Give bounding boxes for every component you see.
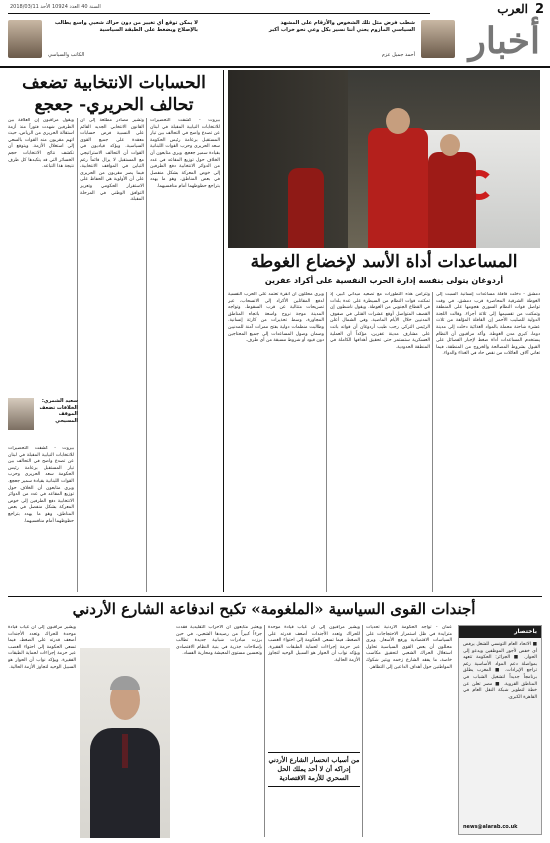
- bottom-article-column-2: ويشير مراقبون إلى أن غياب قيادة موحدة للحراك وتعدد الأجندات أضعف قدرته على الضغط، فيما تسعى الحكومة إلى احتواء الغضب عبر حزمة إجراءات لحماية الطبقات الفقيرة. ويؤكد نواب أن الحوار هو السبيل الوحيد لتجاوز الأزمة الحالية.: [268, 625, 360, 663]
- writer-left: [8, 20, 198, 64]
- writer-right-name: أحمد جميل عزم: [381, 52, 415, 58]
- column-rule: [326, 292, 327, 592]
- bottom-article-headline: أجندات القوى السياسية «الملغومة» تكبح اندفاعة الشارع الأردني: [72, 600, 476, 618]
- writer-right-photo: [421, 20, 455, 58]
- left-article-headline: الحسابات الانتخابية تضعف تحالف الحريري- جعجع: [22, 73, 206, 115]
- left-article-column-3b: بيروت - كشفت التحضيرات للانتخابات النيابية المقبلة في لبنان عن تصدع واضح في التحالف بين تيار المستقبل بزعامة رئيس الحكومة سعد الحريري وحزب القوات اللبنانية بقيادة سمير جعجع. ويرى متابعون أن الخلاف حول توزيع المقاعد في عدد من الدوائر الانتخابية دفع الطرفين إلى خوض المعركة بشكل منفصل في بعض المناطق، وهو ما يهدد بتراجع حظوظهما أمام منافسيهما.: [8, 446, 74, 524]
- column-rule: [146, 118, 147, 592]
- writer-left-photo: [8, 20, 42, 58]
- writer-left-name: الكاتب والسياسي: [48, 52, 85, 58]
- page-number: 2: [534, 2, 544, 17]
- column-rule: [432, 292, 433, 592]
- aid-worker-head: [440, 134, 460, 156]
- insert-caption: سعيد الشمري: الخلافات تضعف الموقف المسيحي: [39, 398, 78, 424]
- lead-headline: المساعدات أداة الأسد لإخضاع الغوطة: [250, 252, 518, 272]
- writer-left-quote: لا يمكن توقع أي تغيير من دون حراك شعبي واسع يطالب بالإصلاح ويضغط على الطبقة السياسية: [54, 20, 198, 33]
- issue-line: السنة 40 العدد 10924 الأحد 2018/03/11: [10, 4, 101, 10]
- top-rule: [8, 13, 430, 14]
- hair: [110, 676, 140, 690]
- column-rule: [362, 625, 363, 837]
- insert-photo: [8, 398, 34, 430]
- bottom-article-column-3: ويعتبر متابعون أن الأحزاب التقليدية فقدت جزءاً كبيراً من رصيدها الشعبي، في حين برزت مبادرات شبابية جديدة تطالب بإصلاحات جذرية في بنية النظام الاقتصادي وتحسين مستوى المعيشة ومحاربة الفساد.: [176, 625, 262, 657]
- section-rule: [223, 70, 224, 592]
- bottom-article-column-1: عمان - تواجه الحكومة الأردنية تحديات متزايدة في ظل استمرار الاحتجاجات على السياسات الاقتصادية ورفع الأسعار. ويرى محللون أن بعض القوى السياسية تحاول استغلال الحراك الشعبي لتحقيق مكاسب خاصة، ما يفقد الشارع زخمه ويثير شكوك المواطنين حول أهداف الداعين إلى التظاهر.: [366, 625, 452, 670]
- lead-subhead: أردوغان يتولى بنفسه إدارة الحرب النفسية على أكراد عفرين: [264, 276, 504, 285]
- brief-box-items: ■ الاتحاد العام التونسي للشغل يرفض أي خفض لأجور الموظفين ويدعو إلى الحوار. ■ الجزائر: الحكومة تتعهد بمواصلة دعم المواد الأساسية رغم تراجع الإيرادات. ■ المغرب يطلق برنامجاً جديداً لتشغيل الشباب في المناطق القروية. ■ مصر تعلن عن خطة لتطوير شبكة النقل العام في القاهرة الكبرى.: [463, 642, 537, 700]
- aid-worker: [288, 168, 324, 248]
- contact-email[interactable]: news@alarab.co.uk: [463, 824, 518, 830]
- left-article-column-1: بيروت - كشفت التحضيرات للانتخابات النيابية المقبلة في لبنان عن تصدع واضح في التحالف بين تيار المستقبل بزعامة رئيس الحكومة سعد الحريري وحزب القوات اللبنانية بقيادة سمير جعجع. ويرى متابعون أن الخلاف حول توزيع المقاعد في عدد من الدوائر الانتخابية دفع الطرفين إلى خوض المعركة بشكل منفصل في بعض المناطق، وهو ما يهدد بتراجع حظوظهما أمام منافسيهما.: [150, 118, 220, 189]
- brief-box: [458, 625, 542, 835]
- aid-worker: [368, 128, 428, 248]
- brief-box-label: باختصار: [459, 626, 541, 638]
- column-rule: [77, 118, 78, 592]
- lead-column-2: وتتزامن هذه التطورات مع تصعيد ميداني كبير، إذ تمكنت قوات النظام من السيطرة على عدة بلدات في القطاع الجنوبي من الغوطة. ويقول ناشطون إن القصف المتواصل أوقع عشرات القتلى في صفوف المدنيين خلال الأيام الماضية. وفي الشمال أعلن الرئيس التركي رجب طيب أردوغان أن قواته باتت على مشارف مدينة عفرين، مؤكداً أن العملية العسكرية ستستمر حتى تحقيق أهدافها الكاملة في المنطقة الحدودية.: [330, 292, 430, 350]
- aid-worker-head: [386, 108, 410, 134]
- writer-right-quote: شطب فرض مثل تلك الشخوص والأرقام على المشهد السياسي المأزوم يعني أننا نسير بكل وعي نحو خراب أكبر: [268, 20, 415, 33]
- left-article-insert: [8, 398, 78, 440]
- pull-quote: من أسباب انحسار الشارع الأردني إدراكه أن لا أحد يملك الحل السحري للأزمة الاقتصادية: [268, 752, 360, 787]
- section-rule: [8, 596, 542, 597]
- aid-worker: [428, 152, 476, 248]
- masthead: [0, 0, 550, 68]
- left-article-column-2: وتشير مصادر مطلعة إلى أن القانون الانتخابي الجديد القائم على النسبية فرض حسابات معقدة على جميع القوى السياسية. ويؤكد قياديون في القوات أن التحالف الاستراتيجي مع المستقبل لا يزال قائماً رغم التباين في المواقف الانتخابية، فيما يصر مقربون من الحريري على أن الأولوية هي الحفاظ على الاستقرار الحكومي وتعزيز التوافق الوطني في المرحلة المقبلة.: [80, 118, 144, 203]
- tie: [122, 734, 128, 768]
- section-title: أخبار: [468, 20, 540, 62]
- brand-logo: العرب: [497, 2, 528, 16]
- lead-column-1: دمشق - دخلت قافلة مساعدات إنسانية السبت إلى الغوطة الشرقية المحاصرة قرب دمشق، في وقت تواصل قوات النظام السوري هجومها على المنطقة وتمكنت من تقسيمها إلى ثلاثة أجزاء. وقالت اللجنة الدولية للصليب الأحمر إن القافلة المؤلفة من ثلاث عشرة شاحنة محملة بالمواد الغذائية دخلت إلى مدينة دوما، كبرى مدن الغوطة. وأكد مراقبون أن النظام يستخدم المساعدات أداة ضغط لإجبار الفصائل على القبول بشروط المصالحة والخروج من المنطقة، فيما تعاني آلاف العائلات من نقص حاد في الغذاء والدواء.: [436, 292, 540, 357]
- lead-column-3: ويرى محللون أن أنقرة تعتمد على الحرب النفسية لدفع المقاتلين الأكراد إلى الانسحاب، عبر تصريحات متتالية عن قرب السقوط. وتواجه المدينة موجة نزوح واسعة باتجاه المناطق المجاورة، وسط تحذيرات من كارثة إنسانية. وطالبت منظمات دولية بفتح ممرات آمنة للمدنيين وضمان وصول المساعدات إلى جميع المحتاجين دون قيود أو شروط مسبقة من أي طرف.: [228, 292, 324, 344]
- writer-right: [265, 20, 455, 64]
- left-article-column-3a: ويقول مراقبون إن العلاقة بين الطرفين شهدت فتوراً منذ أزمة استقالة الحريري من الرياض، حيث اتهم مقربون منه القوات بالسعي إلى استغلال الأزمة. ويتوقع أن تكشف نتائج الانتخابات حجم الخسائر التي قد يتكبدها كل طرف نتيجة هذا التباعد.: [8, 118, 74, 170]
- bottom-article-column-4: ويشير مراقبون إلى أن غياب قيادة موحدة للحراك وتعدد الأجندات أضعف قدرته على الضغط، فيما تسعى الحكومة إلى احتواء الغضب عبر حزمة إجراءات لحماية الطبقات الفقيرة. ويؤكد نواب أن الحوار هو السبيل الوحيد لتجاوز الأزمة الحالية.: [8, 625, 76, 670]
- bottom-article-photo: [80, 648, 170, 838]
- column-rule: [264, 625, 265, 837]
- lead-photo: [228, 70, 540, 248]
